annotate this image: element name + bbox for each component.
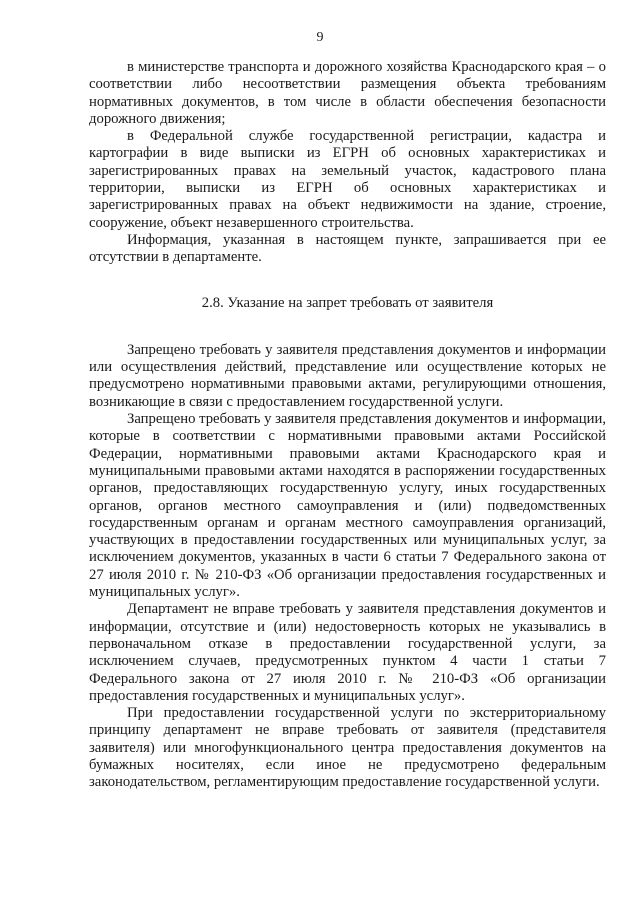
paragraph-department-restriction: Департамент не вправе требовать у заявителя представления документов и информации, отсутствие и (или) недостоверность которых не указывались в первоначальном отказе в предоставлении государственной услуги, за исключением случаев, предусмотренных пунктом 4 части 1 статьи 7 Федерального закона от 27 июля 2010 г. № 210-ФЗ «Об организации предоставления государственных и муниципальных услуг». bbox=[89, 601, 606, 704]
page-number: 9 bbox=[316, 30, 324, 45]
paragraph-information-request: Информация, указанная в настоящем пункте, запрашивается при ее отсутствии в департаменте. bbox=[89, 231, 606, 266]
paragraph-federal-registration-service: в Федеральной службе государственной регистрации, кадастра и картографии в виде выписки из ЕГРН об основных характеристиках и зарегистрированных правах на земельный участок, кадастрового плана территории, выписки из ЕГРН об основных характеристиках и зарегистрированных правах на объект недвижимости на здание, строение, сооружение, объект незавершенного строительства. bbox=[89, 128, 606, 231]
paragraph-prohibition-documents: Запрещено требовать у заявителя представления документов и информации, которые в соответствии с нормативными правовыми актами Российской Федерации, нормативными правовыми актами Краснодарского края и муниципальными правовыми актами находятся в распоряжении государственных органов, предоставляющих государственную услугу, иных государственных органов, органов местного самоуправления и (или) подведомственных государственным органам и органам местного самоуправления организаций, участвующих в предоставлении государственных или муниципальных услуг, за исключением документов, указанных в части 6 статьи 7 Федерального закона от 27 июля 2010 г. № 210-ФЗ «Об организации предоставления государственных и муниципальных услуг». bbox=[89, 411, 606, 601]
document-body bbox=[89, 59, 606, 792]
paragraph-extraterritorial: При предоставлении государственной услуги по экстерриториальному принципу департамент не вправе требовать от заявителя (представителя заявителя) или многофункционального центра предоставления документов на бумажных носителях, если иное не предусмотрено федеральным законодательством, регламентирующим предоставление государственной услуги. bbox=[89, 705, 606, 791]
paragraph-ministry-transport: в министерстве транспорта и дорожного хозяйства Краснодарского края – о соответствии либо несоответствии размещения объекта требованиям нормативных документов, в том числе в области обеспечения безопасности дорожного движения; bbox=[89, 59, 606, 127]
section-heading: 2.8. Указание на запрет требовать от заявителя bbox=[201, 294, 494, 311]
paragraph-prohibition-actions: Запрещено требовать у заявителя представления документов и информации или осуществления действий, представление или осуществление которых не предусмотрено нормативными правовыми актами, регулирующими отношения, возникающие в связи с предоставлением государственной услуги. bbox=[89, 341, 606, 410]
